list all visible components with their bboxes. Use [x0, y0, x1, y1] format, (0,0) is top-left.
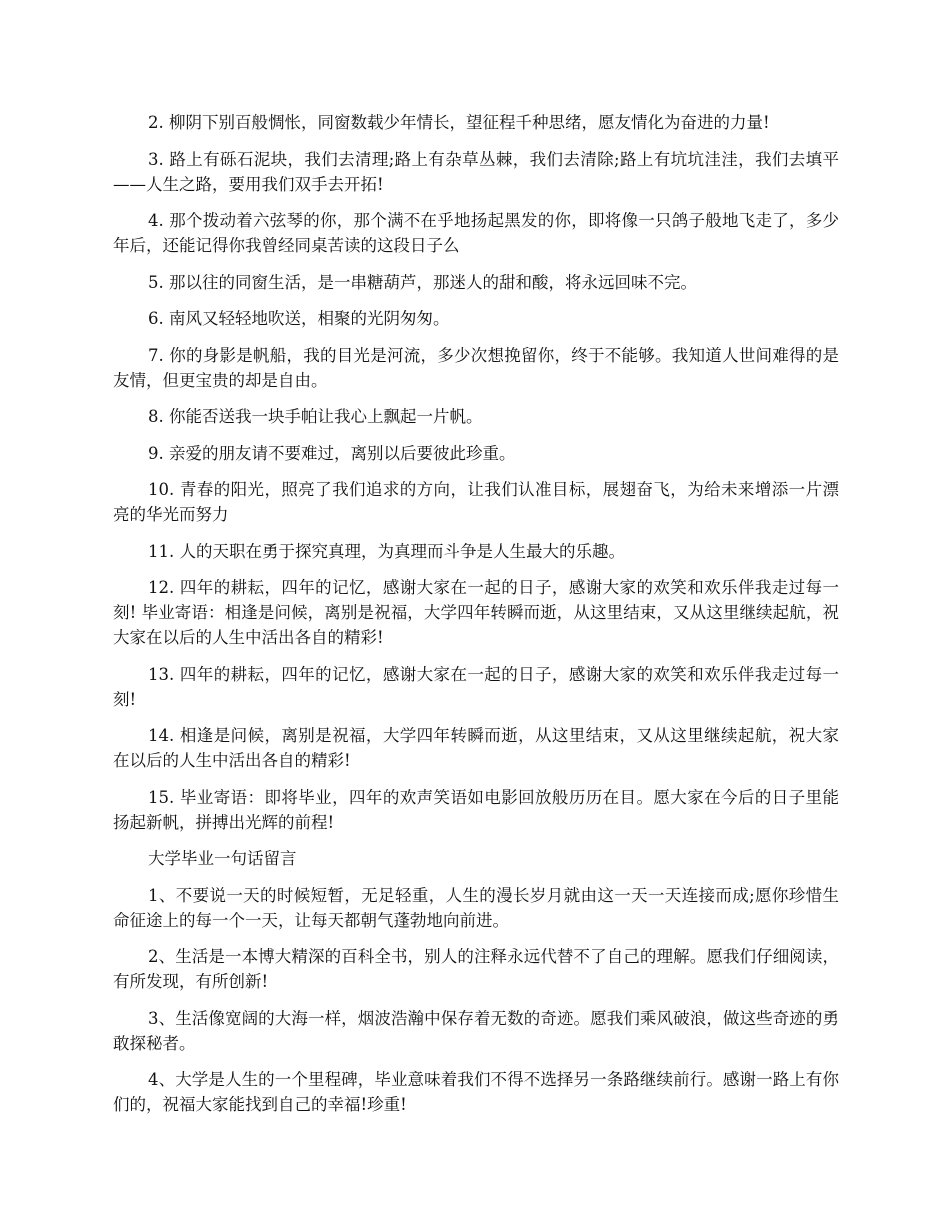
paragraph-message-3: 3、生活像宽阔的大海一样，烟波浩瀚中保存着无数的奇迹。愿我们乘风破浪，做这些奇迹的勇敢探秘者。	[113, 1008, 839, 1053]
paragraph-quote-3: 3. 路上有砾石泥块，我们去清理;路上有杂草丛棘，我们去清除;路上有坑坑洼洼，我们去填平——人生之路，要用我们双手去开拓!	[113, 149, 839, 194]
paragraph-quote-8: 8. 你能否送我一块手帕让我心上飘起一片帆。	[148, 407, 483, 426]
paragraph-quote-10: 10. 青春的阳光，照亮了我们追求的方向，让我们认准目标，展翅奋飞，为给未来增添一片漂亮的华光而努力	[113, 480, 839, 524]
paragraph-quote-15: 15. 毕业寄语：即将毕业，四年的欢声笑语如电影回放般历历在目。愿大家在今后的日子里能扬起新帆，拼搏出光辉的前程!	[113, 787, 839, 832]
paragraph-quote-12: 12. 四年的耕耘，四年的记忆，感谢大家在一起的日子，感谢大家的欢笑和欢乐伴我走过每一刻! 毕业寄语：相逢是问候，离别是祝福，大学四年转瞬而逝，从这里结束，又从这里继续起航，祝大家在以后的人生中活出各自的精彩!	[113, 578, 839, 647]
paragraph-quote-11: 11. 人的天职在勇于探究真理，为真理而斗争是人生最大的乐趣。	[148, 541, 625, 561]
paragraph-message-2: 2、生活是一本博大精深的百科全书，别人的注释永远代替不了自己的理解。愿我们仔细阅读，有所发现，有所创新!	[113, 947, 839, 991]
paragraph-quote-9: 9. 亲爱的朋友请不要难过，离别以后要彼此珍重。	[148, 443, 516, 463]
paragraph-quote-6: 6. 南风又轻轻地吹送，相聚的光阴匆匆。	[148, 309, 450, 328]
section-heading: 大学毕业一句话留言	[148, 849, 297, 868]
paragraph-message-4: 4、大学是人生的一个里程碑，毕业意味着我们不得不选择另一条路继续前行。感谢一路上有你们的，祝福大家能找到自己的幸福!珍重!	[113, 1070, 839, 1114]
document-body	[113, 110, 839, 1129]
paragraph-quote-13: 13. 四年的耕耘，四年的记忆，感谢大家在一起的日子，感谢大家的欢笑和欢乐伴我走过每一刻!	[113, 664, 839, 709]
paragraph-quote-4: 4. 那个拨动着六弦琴的你，那个满不在乎地扬起黑发的你，即将像一只鸽子般地飞走了，多少年后，还能记得你我曾经同桌苦读的这段日子么	[113, 211, 839, 255]
paragraph-quote-7: 7. 你的身影是帆船，我的目光是河流，多少次想挽留你，终于不能够。我知道人世间难得的是友情，但更宝贵的却是自由。	[113, 345, 839, 390]
paragraph-quote-5: 5. 那以往的同窗生活，是一串糖葫芦，那迷人的甜和酸，将永远回味不完。	[148, 272, 697, 292]
paragraph-message-1: 1、不要说一天的时候短暂，无足轻重，人生的漫长岁月就由这一天一天连接而成;愿你珍惜生命征途上的每一个一天，让每天都朝气蓬勃地向前进。	[113, 885, 839, 930]
paragraph-quote-14: 14. 相逢是问候，离别是祝福，大学四年转瞬而逝，从这里结束，又从这里继续起航，祝大家在以后的人生中活出各自的精彩!	[113, 726, 839, 770]
paragraph-quote-2: 2. 柳阴下别百般惆怅，同窗数载少年情长，望征程千种思绪，愿友情化为奋进的力量!	[148, 113, 770, 132]
